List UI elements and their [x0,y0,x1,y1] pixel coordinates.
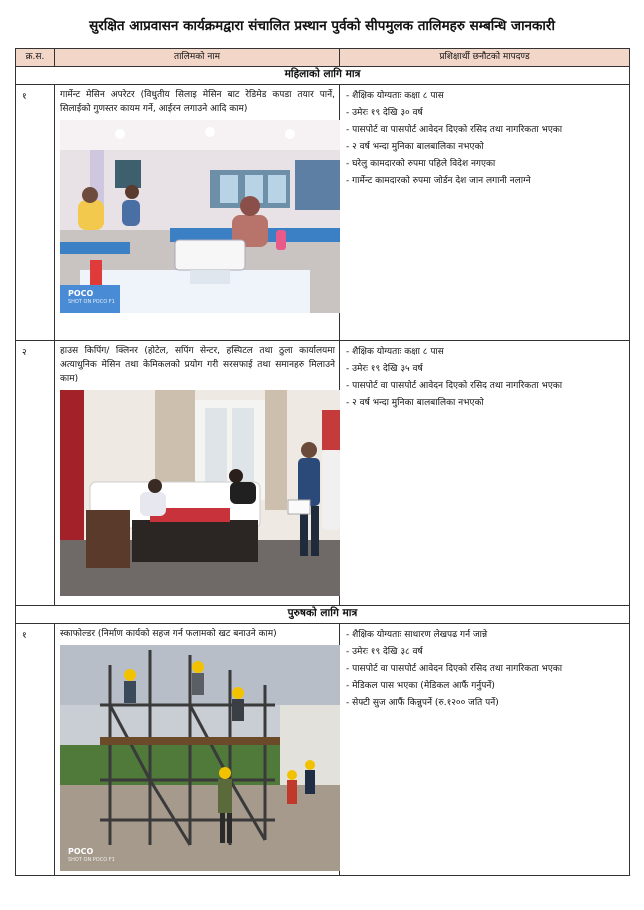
section-heading-row [16,606,630,624]
list-item: - उमेरः १९ देखि ३५ वर्ष [346,361,625,378]
list-item: - घरेलु कामदारको रुपमा पहिले विदेश नगएका [346,156,625,173]
criteria-list [346,344,625,412]
section-heading-women: महिलाको लागि मात्र [16,67,630,85]
scaffolding-illustration [60,645,340,871]
row-number: १ [16,624,55,876]
training-name: स्काफोल्डर (निर्माण कार्यको सहज गर्न फलामको खट बनाउने काम) [60,629,277,639]
criteria-cell [340,85,630,341]
sewing-workshop-illustration [60,120,340,313]
list-item: - शैक्षिक योग्यताः साधारण लेखपढ गर्न जान्ने [346,627,625,644]
list-item: - पासपोर्ट वा पासपोर्ट आवेदन दिएको रसिद तथा नागरिकता भएका [346,122,625,139]
list-item: - २ वर्ष भन्दा मुनिका बालबालिका नभएको [346,139,625,156]
header-training-name: तालिमको नाम [55,49,340,67]
list-item: - शैक्षिक योग्यताः कक्षा ८ पास [346,344,625,361]
training-name-cell [55,85,340,341]
list-item: - उमेरः १९ देखि ३० वर्ष [346,105,625,122]
criteria-cell [340,341,630,606]
list-item: - पासपोर्ट वा पासपोर्ट आवेदन दिएको रसिद तथा नागरिकता भएका [346,661,625,678]
row-number: १ [16,85,55,341]
training-table [15,48,630,876]
training-name: हाउस किपिंग/ क्लिनर (होटेल, सपिंग सेन्टर, हस्पिटल तथा ठुला कार्यालयमा अत्याधुनिक मेसिन तथा केमिकलको प्रयोग गरी सरसफाई तथा समानहरु मिलाउने काम) [60,346,335,384]
scaffolding-photo [60,645,340,871]
training-name: गार्मेन्ट मेसिन अपरेटर (विधुतीय सिलाइ मेसिन बाट रेडिमेड कपडा तयार पार्ने, सिलाईको गुणस्तर कायम गर्ने, आईरन लगाउने आदि काम) [60,90,335,114]
list-item: - उमेरः १९ देखि ३८ वर्ष [346,644,625,661]
housekeeping-illustration [60,390,340,596]
table-row [16,341,630,606]
housekeeping-photo [60,390,340,596]
table-header-row [16,49,630,67]
list-item: - शैक्षिक योग्यताः कक्षा ८ पास [346,88,625,105]
list-item: - सेफ्टी सुज आफैं किन्नुपर्ने (रु.१२०० जति पर्ने) [346,695,625,712]
training-name-cell [55,624,340,876]
document-title: सुरक्षित आप्रवासन कार्यक्रमद्वारा संचालित प्रस्थान पुर्वको सीपमुलक तालिमहरु सम्बन्धि जानकारी [89,18,555,34]
table-row [16,624,630,876]
camera-watermark: POCO SHOT ON POCO F1 [68,289,115,305]
section-heading-row [16,67,630,85]
criteria-cell [340,624,630,876]
row-number: २ [16,341,55,606]
table-row [16,85,630,341]
sewing-workshop-photo [60,120,340,313]
list-item: - पासपोर्ट वा पासपोर्ट आवेदन दिएको रसिद तथा नागरिकता भएका [346,378,625,395]
training-name-cell [55,341,340,606]
list-item: - २ वर्ष भन्दा मुनिका बालबालिका नभएको [346,395,625,412]
criteria-list [346,88,625,190]
header-serial: क्र.स. [16,49,55,67]
criteria-list [346,627,625,712]
section-heading-men: पुरुषको लागि मात्र [16,606,630,624]
list-item: - मेडिकल पास भएका (मेडिकल आफैं गर्नुपर्ने) [346,678,625,695]
header-criteria: प्रशिक्षार्थी छनौटको मापदण्ड [340,49,630,67]
camera-watermark: POCO SHOT ON POCO F1 [68,847,115,863]
list-item: - गार्मेन्ट कामदारको रुपमा जोर्डन देश जान लगानी नलाग्ने [346,173,625,190]
